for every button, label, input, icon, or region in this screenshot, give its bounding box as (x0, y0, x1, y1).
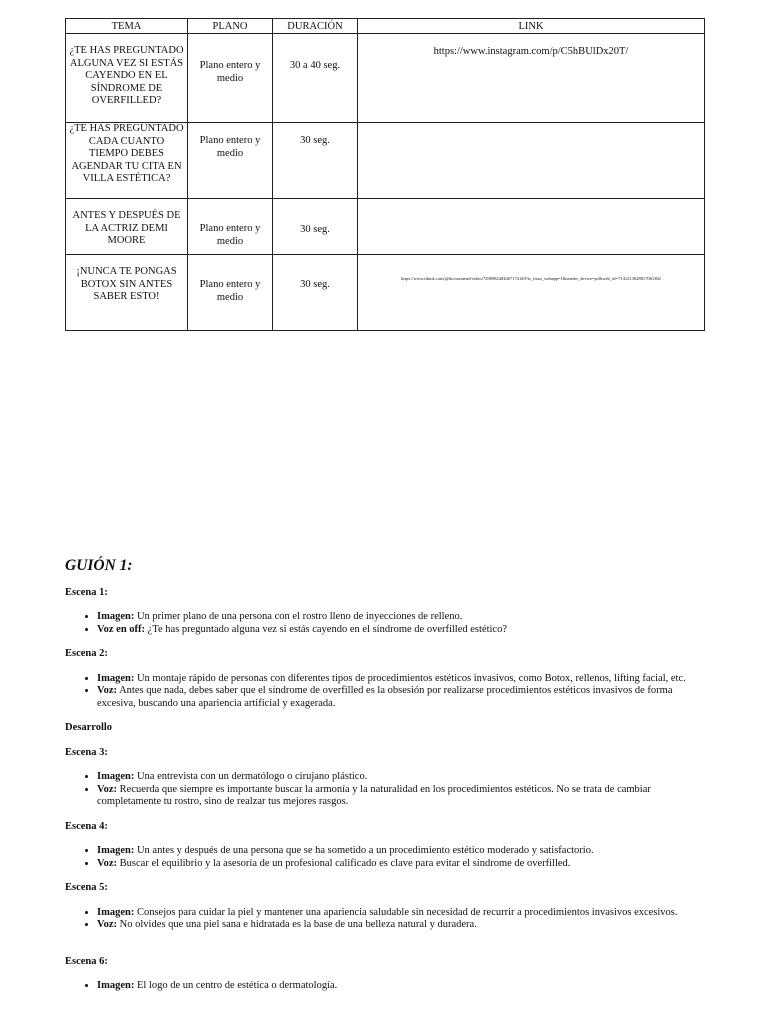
scene-heading-6: Escena 6: (65, 955, 108, 967)
cell-tema: ¡NUNCA TE PONGAS BOTOX SIN ANTES SABER ESTO! (66, 255, 188, 331)
spacer (65, 944, 705, 956)
cell-tema: ¿TE HAS PREGUNTADO ALGUNA VEZ SI ESTÁS CAYENDO EN EL SÍNDROME DE OVERFILLED? (66, 34, 188, 123)
list-item: • Voz: No olvides que una piel sana e hidratada es la base de una belleza natural y duradera. (97, 919, 705, 932)
scene-heading-5: Escena 5: (65, 882, 108, 893)
list-item: • Imagen: Una entrevista con un dermatólogo o cirujano plástico. (97, 771, 705, 784)
header-plano: PLANO (188, 19, 273, 34)
scene-heading-3: Escena 3: (65, 746, 108, 758)
table-header-row (66, 19, 705, 34)
guion-document (65, 557, 705, 1005)
table-row (66, 34, 705, 123)
cell-plano: Plano entero y medio (188, 123, 273, 199)
guion-title: GUIÓN 1: (65, 557, 133, 574)
cell-link (358, 123, 705, 199)
cell-plano: Plano entero y medio (188, 199, 273, 255)
scene-heading-2: Escena 2: (65, 648, 108, 659)
scene-list-5 (65, 907, 705, 932)
list-item: • Voz: Antes que nada, debes saber que el síndrome de overfilled es la obsesión por realizarse procedimientos estéticos invasivos de forma excesiva, buscando una apariencia artificial y exagerada. (97, 685, 705, 710)
cell-duracion: 30 seg. (273, 255, 358, 331)
cell-tema: ANTES Y DESPUÉS DE LA ACTRIZ DEMI MOORE (66, 199, 188, 255)
table-row (66, 199, 705, 255)
scene-heading-4: Escena 4: (65, 820, 108, 832)
scene-heading-1: Escena 1: (65, 586, 108, 598)
cell-link (358, 199, 705, 255)
list-item: • Imagen: Un primer plano de una persona con el rostro lleno de inyecciones de relleno. (97, 611, 705, 624)
list-item: • Voz: Recuerda que siempre es importante buscar la armonía y la naturalidad en los procedimientos estéticos. No se trata de cambiar completamente tu rostro, sino de realzar tus mejores rasgos. (97, 784, 705, 809)
header-link: LINK (358, 19, 705, 34)
list-item: • Imagen: Consejos para cuidar la piel y mantener una apariencia saludable sin necesidad de recurrir a procedimientos invasivos excesivos. (97, 907, 705, 920)
content-plan-table (65, 18, 705, 331)
header-duracion: DURACIÓN (273, 19, 358, 34)
cell-link[interactable]: https://www.instagram.com/p/C5hBUlDx20T/ (358, 34, 705, 123)
cell-duracion: 30 seg. (273, 123, 358, 199)
table-row (66, 123, 705, 199)
list-item: • Imagen: Un montaje rápido de personas con diferentes tipos de procedimientos estéticos invasivos, como Botox, rellenos, lifting facial, etc. (97, 673, 705, 686)
header-tema: TEMA (66, 19, 188, 34)
cell-plano: Plano entero y medio (188, 255, 273, 331)
list-item: • Voz: Buscar el equilibrio y la asesoría de un profesional calificado es clave para evitar el síndrome de overfilled. (97, 858, 705, 871)
list-item: • Imagen: El logo de un centro de estética o dermatología. (97, 980, 705, 993)
cell-tema: ¿TE HAS PREGUNTADO CADA CUANTO TIEMPO DEBES AGENDAR TU CITA EN VILLA ESTÉTICA? (66, 123, 188, 199)
scene-list-2 (65, 673, 705, 711)
cell-plano: Plano entero y medio (188, 34, 273, 123)
cell-duracion: 30 a 40 seg. (273, 34, 358, 123)
list-item: • Voz en off: ¿Te has preguntado alguna vez si estás cayendo en el síndrome de overfilled estético? (97, 624, 705, 637)
scene-list-3 (65, 771, 705, 809)
section-heading-desarrollo: Desarrollo (65, 722, 113, 733)
scene-list-6 (65, 980, 705, 993)
table-row (66, 255, 705, 331)
cell-link[interactable]: https://www.tiktok.com/@doctormend/video/7296982484467174149?is_from_webapp=1&sender_device=pc&web_id=7141213028817061382 (358, 255, 705, 331)
cell-duracion: 30 seg. (273, 199, 358, 255)
scene-list-4 (65, 845, 705, 870)
list-item: • Imagen: Un antes y después de una persona que se ha sometido a un procedimiento estético moderado y satisfactorio. (97, 845, 705, 858)
scene-list-1 (65, 611, 705, 636)
